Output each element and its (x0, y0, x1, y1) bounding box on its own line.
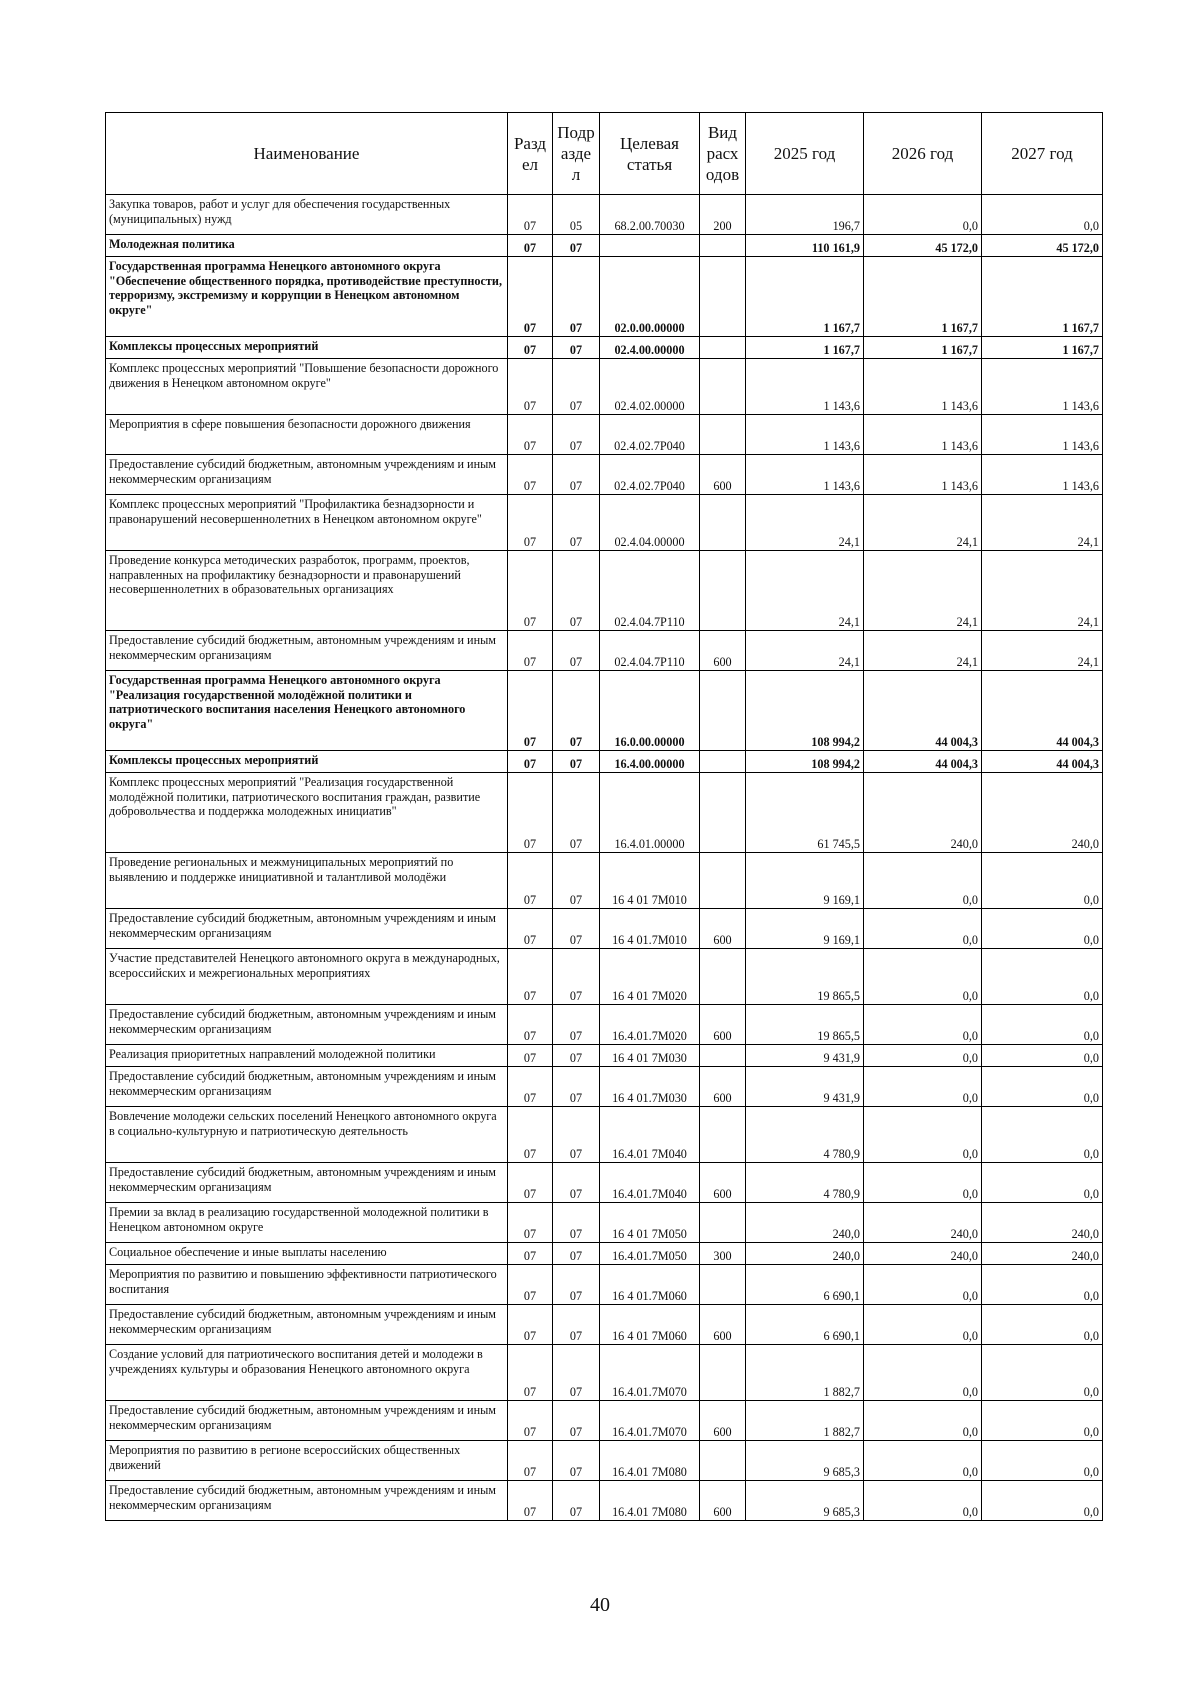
table-cell-name: Комплексы процессных мероприятий (106, 337, 508, 359)
header-2026: 2026 год (864, 113, 982, 195)
table-cell-2026: 0,0 (864, 1163, 982, 1203)
header-2027: 2027 год (982, 113, 1103, 195)
table-cell-2026: 24,1 (864, 631, 982, 671)
table-cell-vid: 600 (700, 1305, 746, 1345)
table-cell-2026: 1 143,6 (864, 415, 982, 455)
table-cell-statya: 16.4.01.7М020 (600, 1005, 700, 1045)
table-cell-razdel: 07 (508, 257, 553, 337)
table-cell-2027: 1 143,6 (982, 455, 1103, 495)
table-cell-podrazdel: 07 (553, 909, 600, 949)
table-cell-2025: 1 167,7 (746, 337, 864, 359)
table-cell-2025: 240,0 (746, 1243, 864, 1265)
table-cell-podrazdel: 07 (553, 751, 600, 773)
table-cell-2026: 0,0 (864, 1005, 982, 1045)
table-cell-name: Создание условий для патриотического воспитания детей и молодежи в учреждениях культуры и образования Ненецкого автономного округа (106, 1345, 508, 1401)
table-row (106, 631, 1103, 671)
table-row (106, 257, 1103, 337)
table-row (106, 359, 1103, 415)
table-cell-vid (700, 1265, 746, 1305)
table-cell-podrazdel: 07 (553, 1345, 600, 1401)
table-cell-razdel: 07 (508, 853, 553, 909)
table-cell-podrazdel: 07 (553, 671, 600, 751)
table-cell-2025: 9 169,1 (746, 853, 864, 909)
table-cell-2025: 19 865,5 (746, 949, 864, 1005)
table-cell-razdel: 07 (508, 671, 553, 751)
table-row (106, 671, 1103, 751)
table-cell-vid (700, 949, 746, 1005)
table-cell-2026: 0,0 (864, 1345, 982, 1401)
table-cell-2026: 0,0 (864, 1067, 982, 1107)
table-row (106, 1441, 1103, 1481)
table-cell-vid (700, 1107, 746, 1163)
table-cell-vid (700, 495, 746, 551)
table-cell-razdel: 07 (508, 1401, 553, 1441)
table-cell-name: Государственная программа Ненецкого автономного округа "Реализация государственной молодёжной политики и патриотического воспитания населения Ненецкого автономного округа" (106, 671, 508, 751)
table-cell-statya: 16 4 01 7М060 (600, 1305, 700, 1345)
table-cell-razdel: 07 (508, 1441, 553, 1481)
table-cell-name: Комплекс процессных мероприятий "Повышение безопасности дорожного движения в Ненецком автономном округе" (106, 359, 508, 415)
table-row (106, 1243, 1103, 1265)
table-cell-razdel: 07 (508, 1045, 553, 1067)
table-cell-vid (700, 337, 746, 359)
table-cell-statya: 02.4.00.00000 (600, 337, 700, 359)
table-cell-razdel: 07 (508, 1005, 553, 1045)
table-cell-name: Государственная программа Ненецкого автономного округа "Обеспечение общественного порядка, противодействие преступности, терроризму, экстремизму и коррупции в Ненецком автономном округе" (106, 257, 508, 337)
table-cell-podrazdel: 07 (553, 1203, 600, 1243)
table-cell-2025: 24,1 (746, 631, 864, 671)
table-cell-2026: 240,0 (864, 1203, 982, 1243)
budget-table (105, 112, 1103, 1521)
table-cell-podrazdel: 07 (553, 495, 600, 551)
table-cell-2027: 0,0 (982, 1067, 1103, 1107)
table-cell-2026: 44 004,3 (864, 751, 982, 773)
table-cell-name: Участие представителей Ненецкого автономного округа в международных, всероссийских и межрегиональных мероприятиях (106, 949, 508, 1005)
table-cell-podrazdel: 07 (553, 359, 600, 415)
table-cell-2026: 0,0 (864, 1481, 982, 1521)
table-cell-2027: 0,0 (982, 909, 1103, 949)
table-cell-razdel: 07 (508, 359, 553, 415)
table-cell-podrazdel: 07 (553, 455, 600, 495)
table-cell-2025: 6 690,1 (746, 1265, 864, 1305)
table-cell-2027: 44 004,3 (982, 671, 1103, 751)
table-cell-statya: 16 4 01 7М030 (600, 1045, 700, 1067)
table-cell-name: Предоставление субсидий бюджетным, автономным учреждениям и иным некоммерческим организациям (106, 909, 508, 949)
table-cell-2027: 1 167,7 (982, 257, 1103, 337)
table-cell-podrazdel: 07 (553, 257, 600, 337)
table-cell-2026: 240,0 (864, 1243, 982, 1265)
table-cell-2026: 0,0 (864, 1107, 982, 1163)
table-cell-2027: 0,0 (982, 853, 1103, 909)
table-cell-2027: 240,0 (982, 1203, 1103, 1243)
table-row (106, 1163, 1103, 1203)
table-cell-vid (700, 853, 746, 909)
table-cell-2027: 0,0 (982, 1305, 1103, 1345)
table-cell-razdel: 07 (508, 751, 553, 773)
table-cell-2025: 1 143,6 (746, 359, 864, 415)
table-cell-razdel: 07 (508, 1163, 553, 1203)
table-row (106, 1067, 1103, 1107)
header-statya: Целевая статья (600, 113, 700, 195)
table-row (106, 853, 1103, 909)
table-cell-name: Реализация приоритетных направлений молодежной политики (106, 1045, 508, 1067)
table-cell-podrazdel: 07 (553, 1005, 600, 1045)
table-cell-razdel: 07 (508, 1481, 553, 1521)
table-cell-razdel: 07 (508, 495, 553, 551)
table-cell-vid: 300 (700, 1243, 746, 1265)
table-cell-2025: 24,1 (746, 551, 864, 631)
table-cell-name: Молодежная политика (106, 235, 508, 257)
table-cell-2027: 0,0 (982, 949, 1103, 1005)
header-podrazdel: Подр азде л (553, 113, 600, 195)
table-cell-razdel: 07 (508, 235, 553, 257)
table-cell-2027: 24,1 (982, 551, 1103, 631)
table-cell-2025: 1 882,7 (746, 1345, 864, 1401)
table-cell-2027: 0,0 (982, 1265, 1103, 1305)
table-cell-name: Предоставление субсидий бюджетным, автономным учреждениям и иным некоммерческим организациям (106, 631, 508, 671)
table-cell-razdel: 07 (508, 1265, 553, 1305)
table-cell-podrazdel: 07 (553, 1107, 600, 1163)
table-cell-statya: 16.4.01.7М070 (600, 1345, 700, 1401)
table-cell-name: Социальное обеспечение и иные выплаты населению (106, 1243, 508, 1265)
header-2025: 2025 год (746, 113, 864, 195)
table-cell-vid: 600 (700, 1163, 746, 1203)
table-cell-2026: 0,0 (864, 195, 982, 235)
table-cell-2027: 24,1 (982, 631, 1103, 671)
table-cell-2026: 1 143,6 (864, 359, 982, 415)
table-cell-name: Вовлечение молодежи сельских поселений Ненецкого автономного округа в социально-культурную и патриотическую деятельность (106, 1107, 508, 1163)
table-cell-vid (700, 1045, 746, 1067)
budget-table-sheet (105, 112, 1102, 1521)
table-cell-statya: 16.4.00.00000 (600, 751, 700, 773)
table-cell-2025: 196,7 (746, 195, 864, 235)
table-row (106, 1345, 1103, 1401)
table-row (106, 1045, 1103, 1067)
table-cell-name: Предоставление субсидий бюджетным, автономным учреждениям и иным некоммерческим организациям (106, 1163, 508, 1203)
table-cell-2026: 0,0 (864, 853, 982, 909)
table-header-row (106, 113, 1103, 195)
table-cell-vid (700, 751, 746, 773)
header-vid: Вид расх одов (700, 113, 746, 195)
header-name: Наименование (106, 113, 508, 195)
table-cell-name: Комплексы процессных мероприятий (106, 751, 508, 773)
table-cell-vid (700, 671, 746, 751)
table-cell-podrazdel: 07 (553, 1163, 600, 1203)
table-cell-2027: 0,0 (982, 1163, 1103, 1203)
table-cell-2026: 1 143,6 (864, 455, 982, 495)
table-cell-2025: 9 431,9 (746, 1067, 864, 1107)
table-cell-2027: 0,0 (982, 1107, 1103, 1163)
table-cell-statya: 16.4.01.00000 (600, 773, 700, 853)
table-cell-razdel: 07 (508, 1107, 553, 1163)
table-cell-name: Мероприятия по развитию в регионе всероссийских общественных движений (106, 1441, 508, 1481)
table-cell-2025: 19 865,5 (746, 1005, 864, 1045)
table-cell-2026: 0,0 (864, 1441, 982, 1481)
table-cell-podrazdel: 07 (553, 1481, 600, 1521)
table-cell-2025: 6 690,1 (746, 1305, 864, 1345)
table-cell-name: Предоставление субсидий бюджетным, автономным учреждениям и иным некоммерческим организациям (106, 1481, 508, 1521)
table-cell-vid: 600 (700, 1481, 746, 1521)
table-cell-2027: 1 143,6 (982, 415, 1103, 455)
table-cell-name: Премии за вклад в реализацию государственной молодежной политики в Ненецком автономном округе (106, 1203, 508, 1243)
table-cell-statya (600, 235, 700, 257)
table-cell-name: Комплекс процессных мероприятий "Реализация государственной молодёжной политики, патриотического воспитания граждан, развитие добровольчества и поддержка молодежных инициатив" (106, 773, 508, 853)
table-cell-vid: 600 (700, 631, 746, 671)
table-cell-name: Предоставление субсидий бюджетным, автономным учреждениям и иным некоммерческим организациям (106, 1005, 508, 1045)
table-cell-vid (700, 359, 746, 415)
table-cell-2025: 240,0 (746, 1203, 864, 1243)
header-razdel: Разд ел (508, 113, 553, 195)
table-row (106, 751, 1103, 773)
table-cell-2027: 240,0 (982, 1243, 1103, 1265)
table-cell-2026: 0,0 (864, 1305, 982, 1345)
table-cell-2025: 24,1 (746, 495, 864, 551)
table-cell-statya: 16 4 01.7М030 (600, 1067, 700, 1107)
table-cell-2025: 108 994,2 (746, 671, 864, 751)
table-cell-statya: 16.4.01 7М080 (600, 1481, 700, 1521)
table-cell-statya: 68.2.00.70030 (600, 195, 700, 235)
table-cell-vid (700, 235, 746, 257)
table-cell-podrazdel: 07 (553, 551, 600, 631)
table-row (106, 455, 1103, 495)
table-cell-2027: 0,0 (982, 1401, 1103, 1441)
table-cell-name: Проведение конкурса методических разработок, программ, проектов, направленных на профилактику безнадзорности и правонарушений несовершеннолетних в образовательных организациях (106, 551, 508, 631)
table-row (106, 415, 1103, 455)
table-cell-podrazdel: 07 (553, 1305, 600, 1345)
table-cell-razdel: 07 (508, 1305, 553, 1345)
table-row (106, 773, 1103, 853)
table-cell-razdel: 07 (508, 1345, 553, 1401)
table-row (106, 235, 1103, 257)
table-cell-podrazdel: 07 (553, 235, 600, 257)
table-cell-statya: 02.4.04.7Р110 (600, 631, 700, 671)
table-cell-name: Мероприятия по развитию и повышению эффективности патриотического воспитания (106, 1265, 508, 1305)
table-cell-vid (700, 415, 746, 455)
table-row (106, 1305, 1103, 1345)
table-cell-podrazdel: 07 (553, 415, 600, 455)
table-cell-statya: 16.4.01 7М080 (600, 1441, 700, 1481)
table-row (106, 909, 1103, 949)
table-cell-podrazdel: 07 (553, 949, 600, 1005)
table-cell-razdel: 07 (508, 909, 553, 949)
table-cell-podrazdel: 05 (553, 195, 600, 235)
table-cell-podrazdel: 07 (553, 773, 600, 853)
table-cell-2025: 108 994,2 (746, 751, 864, 773)
table-cell-name: Проведение региональных и межмуниципальных мероприятий по выявлению и поддержке инициативной и талантливой молодёжи (106, 853, 508, 909)
table-cell-razdel: 07 (508, 949, 553, 1005)
table-cell-podrazdel: 07 (553, 1243, 600, 1265)
table-row (106, 1005, 1103, 1045)
table-cell-2025: 4 780,9 (746, 1163, 864, 1203)
table-cell-name: Предоставление субсидий бюджетным, автономным учреждениям и иным некоммерческим организациям (106, 455, 508, 495)
table-cell-2027: 44 004,3 (982, 751, 1103, 773)
table-cell-2027: 45 172,0 (982, 235, 1103, 257)
table-cell-2027: 1 143,6 (982, 359, 1103, 415)
table-cell-vid (700, 773, 746, 853)
table-cell-2025: 9 431,9 (746, 1045, 864, 1067)
table-row (106, 1401, 1103, 1441)
table-cell-statya: 02.4.02.7Р040 (600, 415, 700, 455)
table-cell-2026: 0,0 (864, 949, 982, 1005)
table-cell-2026: 45 172,0 (864, 235, 982, 257)
table-cell-2025: 1 882,7 (746, 1401, 864, 1441)
table-cell-2026: 240,0 (864, 773, 982, 853)
table-cell-name: Комплекс процессных мероприятий "Профилактика безнадзорности и правонарушений несовершеннолетних в Ненецком автономном округе" (106, 495, 508, 551)
table-cell-statya: 16.4.01 7М040 (600, 1107, 700, 1163)
table-cell-2026: 44 004,3 (864, 671, 982, 751)
table-cell-vid (700, 551, 746, 631)
table-cell-statya: 16 4 01 7М050 (600, 1203, 700, 1243)
table-cell-2025: 1 143,6 (746, 415, 864, 455)
table-cell-podrazdel: 07 (553, 337, 600, 359)
table-cell-2026: 0,0 (864, 1401, 982, 1441)
table-cell-statya: 16 4 01.7М060 (600, 1265, 700, 1305)
table-cell-podrazdel: 07 (553, 1441, 600, 1481)
table-cell-statya: 02.4.04.7Р110 (600, 551, 700, 631)
table-row (106, 195, 1103, 235)
table-cell-razdel: 07 (508, 415, 553, 455)
table-row (106, 551, 1103, 631)
table-cell-2026: 24,1 (864, 495, 982, 551)
table-cell-razdel: 07 (508, 631, 553, 671)
table-cell-2027: 0,0 (982, 1045, 1103, 1067)
table-cell-statya: 02.4.02.00000 (600, 359, 700, 415)
table-cell-2026: 24,1 (864, 551, 982, 631)
table-cell-vid (700, 1345, 746, 1401)
table-cell-2025: 1 167,7 (746, 257, 864, 337)
table-cell-statya: 16.4.01.7М040 (600, 1163, 700, 1203)
table-row (106, 1203, 1103, 1243)
table-row (106, 1265, 1103, 1305)
table-body (106, 195, 1103, 1521)
table-row (106, 949, 1103, 1005)
table-cell-2027: 0,0 (982, 1441, 1103, 1481)
table-cell-2025: 1 143,6 (746, 455, 864, 495)
table-cell-razdel: 07 (508, 195, 553, 235)
table-cell-razdel: 07 (508, 455, 553, 495)
table-cell-2027: 0,0 (982, 1345, 1103, 1401)
table-cell-name: Закупка товаров, работ и услуг для обеспечения государственных (муниципальных) нужд (106, 195, 508, 235)
table-cell-vid (700, 1203, 746, 1243)
table-cell-vid: 600 (700, 1401, 746, 1441)
table-row (106, 337, 1103, 359)
table-cell-2026: 0,0 (864, 909, 982, 949)
table-cell-vid: 600 (700, 909, 746, 949)
table-cell-2025: 9 169,1 (746, 909, 864, 949)
table-cell-podrazdel: 07 (553, 853, 600, 909)
table-cell-vid (700, 257, 746, 337)
table-cell-vid: 600 (700, 455, 746, 495)
table-cell-name: Предоставление субсидий бюджетным, автономным учреждениям и иным некоммерческим организациям (106, 1067, 508, 1107)
table-cell-2027: 0,0 (982, 195, 1103, 235)
table-cell-statya: 16 4 01 7М010 (600, 853, 700, 909)
table-cell-2027: 24,1 (982, 495, 1103, 551)
page-number: 40 (590, 1594, 610, 1616)
table-cell-2025: 61 745,5 (746, 773, 864, 853)
table-cell-2025: 9 685,3 (746, 1481, 864, 1521)
table-cell-vid (700, 1441, 746, 1481)
table-row (106, 1481, 1103, 1521)
table-cell-podrazdel: 07 (553, 1265, 600, 1305)
table-cell-statya: 02.4.02.7Р040 (600, 455, 700, 495)
table-cell-2027: 0,0 (982, 1481, 1103, 1521)
table-cell-vid: 200 (700, 195, 746, 235)
table-cell-statya: 16.4.01.7М070 (600, 1401, 700, 1441)
table-cell-2026: 1 167,7 (864, 337, 982, 359)
table-cell-razdel: 07 (508, 551, 553, 631)
table-cell-statya: 02.4.04.00000 (600, 495, 700, 551)
table-cell-razdel: 07 (508, 1067, 553, 1107)
table-cell-razdel: 07 (508, 1203, 553, 1243)
table-cell-statya: 16 4 01.7М010 (600, 909, 700, 949)
table-row (106, 495, 1103, 551)
table-cell-podrazdel: 07 (553, 631, 600, 671)
table-cell-statya: 16 4 01 7М020 (600, 949, 700, 1005)
table-cell-razdel: 07 (508, 337, 553, 359)
table-cell-podrazdel: 07 (553, 1067, 600, 1107)
table-row (106, 1107, 1103, 1163)
table-cell-podrazdel: 07 (553, 1045, 600, 1067)
table-cell-2025: 110 161,9 (746, 235, 864, 257)
table-cell-name: Предоставление субсидий бюджетным, автономным учреждениям и иным некоммерческим организациям (106, 1401, 508, 1441)
table-cell-2026: 1 167,7 (864, 257, 982, 337)
table-cell-2026: 0,0 (864, 1265, 982, 1305)
table-cell-2027: 240,0 (982, 773, 1103, 853)
table-cell-vid: 600 (700, 1067, 746, 1107)
table-cell-vid: 600 (700, 1005, 746, 1045)
table-cell-statya: 02.0.00.00000 (600, 257, 700, 337)
table-cell-name: Предоставление субсидий бюджетным, автономным учреждениям и иным некоммерческим организациям (106, 1305, 508, 1345)
table-cell-2025: 9 685,3 (746, 1441, 864, 1481)
table-cell-razdel: 07 (508, 773, 553, 853)
table-cell-statya: 16.4.01.7М050 (600, 1243, 700, 1265)
table-cell-name: Мероприятия в сфере повышения безопасности дорожного движения (106, 415, 508, 455)
table-cell-podrazdel: 07 (553, 1401, 600, 1441)
table-cell-2025: 4 780,9 (746, 1107, 864, 1163)
table-cell-2027: 1 167,7 (982, 337, 1103, 359)
table-cell-razdel: 07 (508, 1243, 553, 1265)
table-cell-2026: 0,0 (864, 1045, 982, 1067)
table-cell-statya: 16.0.00.00000 (600, 671, 700, 751)
table-cell-2027: 0,0 (982, 1005, 1103, 1045)
